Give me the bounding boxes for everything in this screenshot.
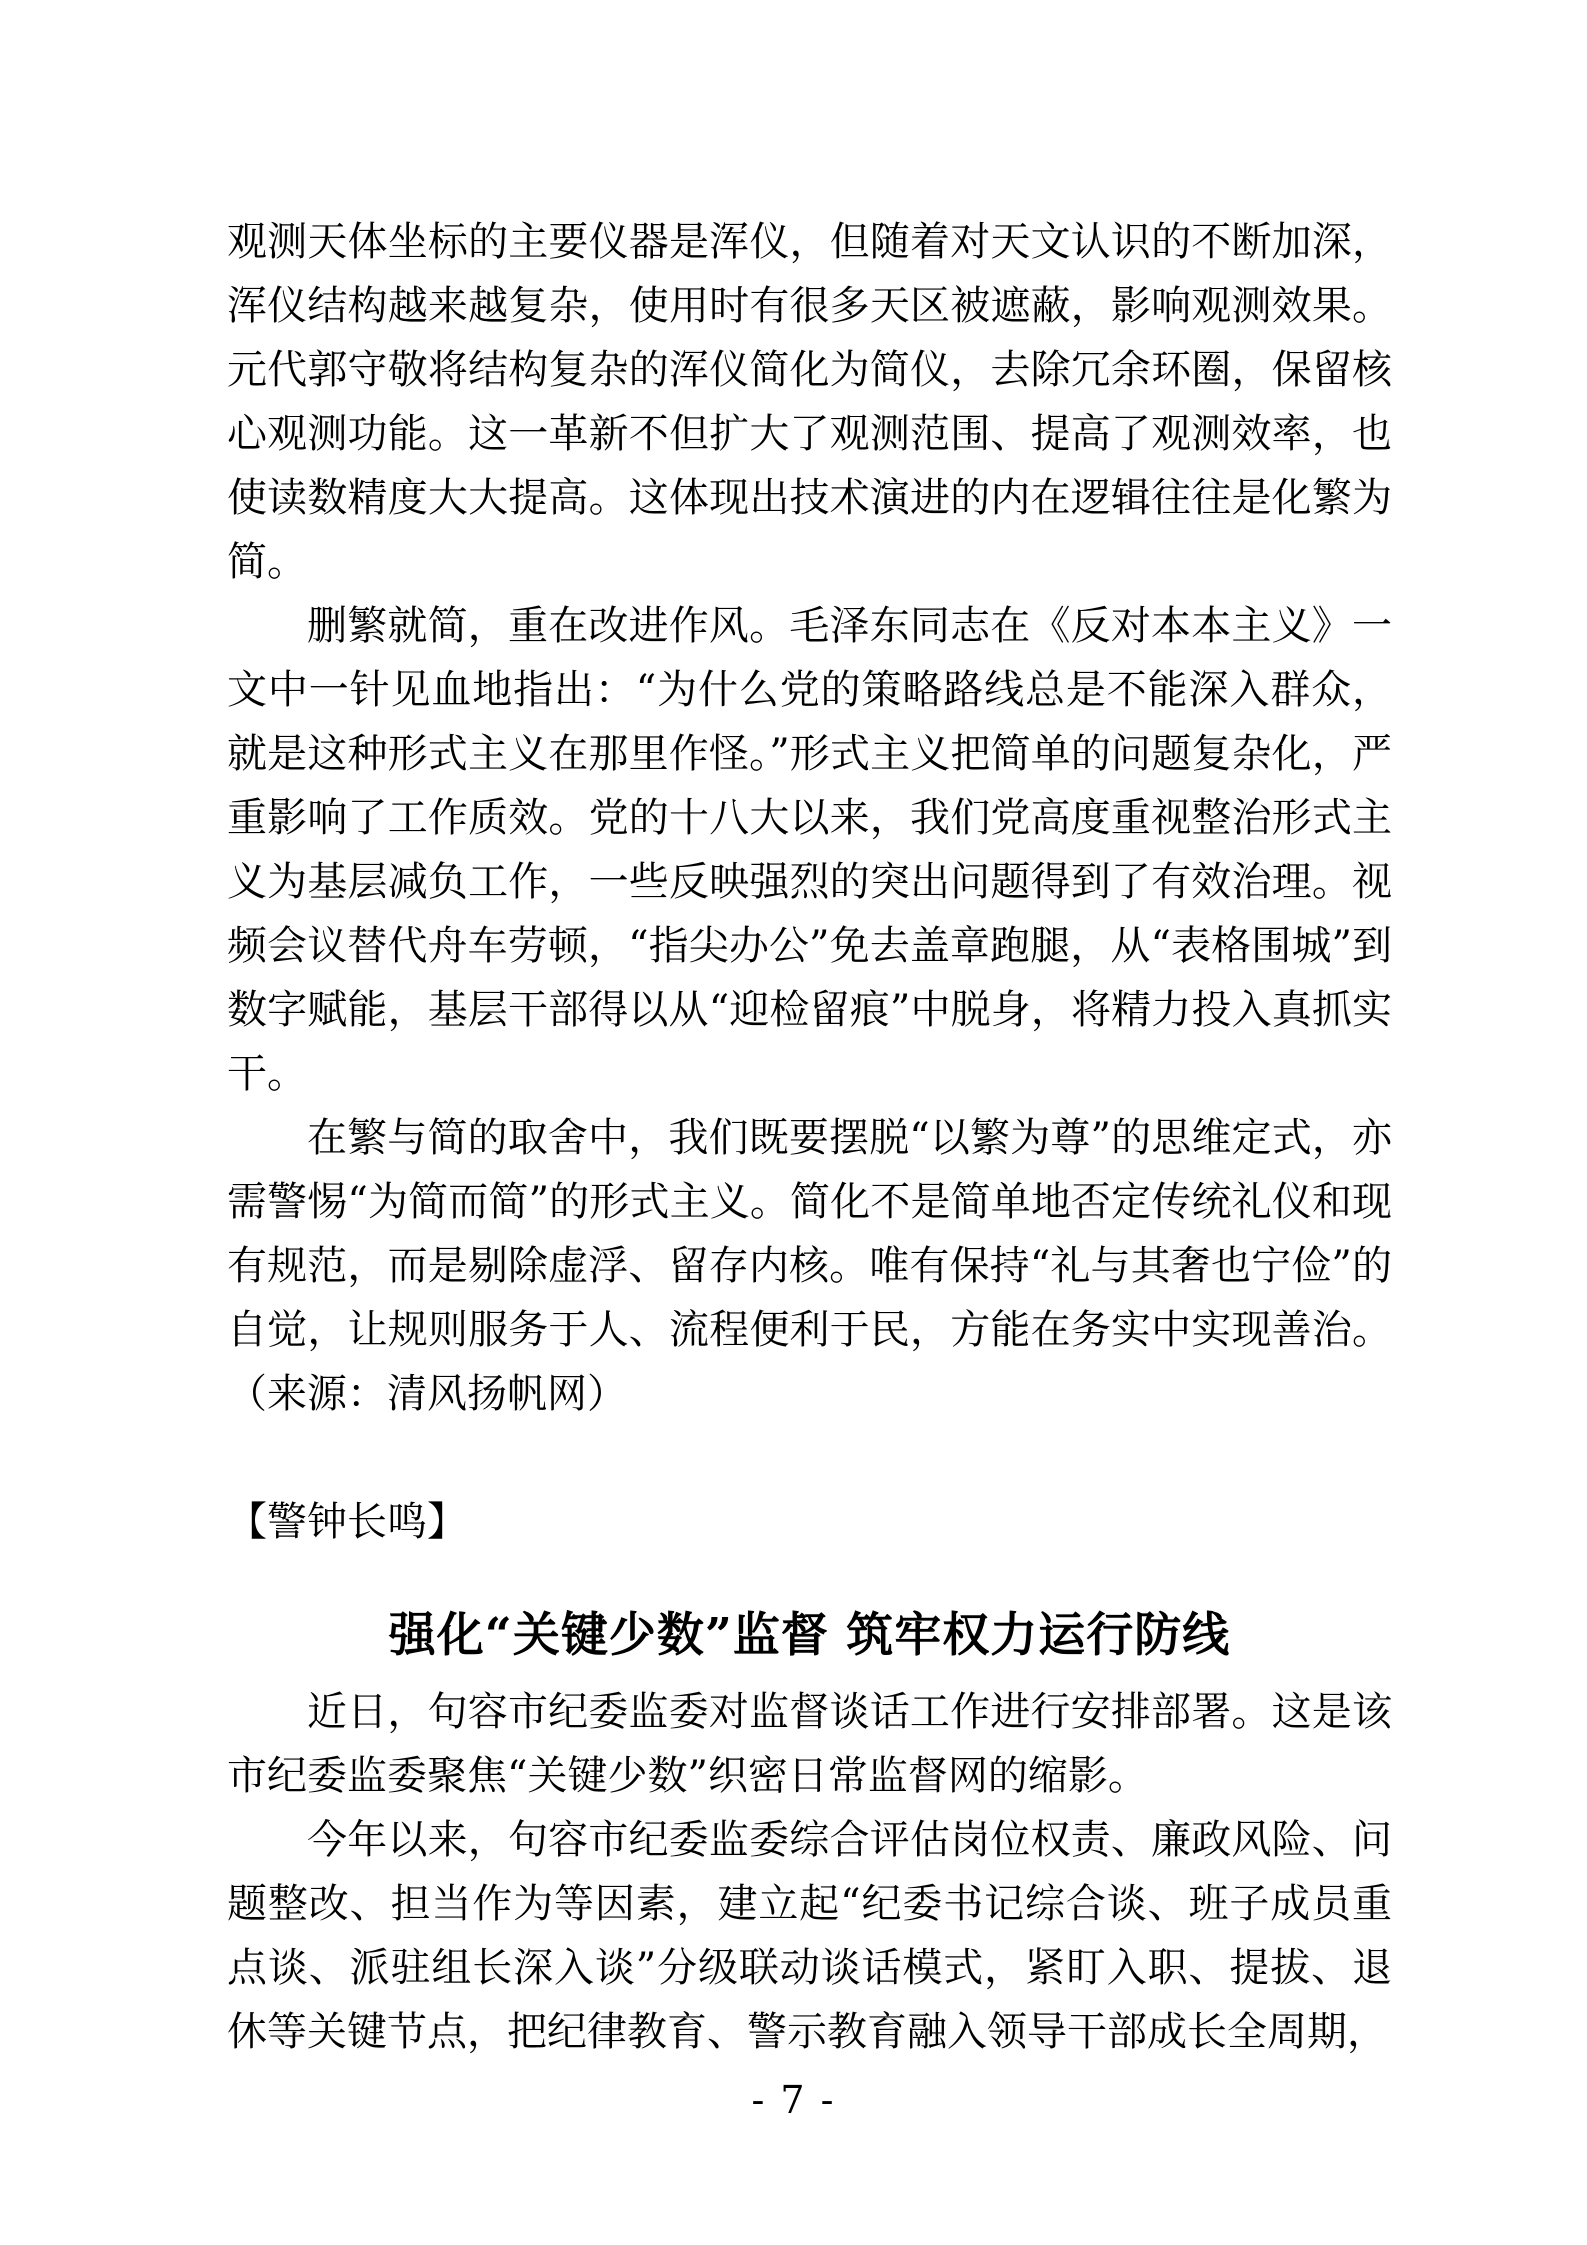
article-title: 强化“关键少数”监督 筑牢权力运行防线 <box>388 1608 1231 1663</box>
page-content <box>227 210 1392 2064</box>
page-number: - 7 - <box>751 2078 836 2122</box>
body-paragraph: 今年以来，句容市纪委监委综合评估岗位权责、廉政风险、问题整改、担当作为等因素，建立起“纪委书记综合谈、班子成员重点谈、派驻组长深入谈”分级联动谈话模式，紧盯入职、提拔、退休等关键节点，把纪律教育、警示教育融入领导干部成长全周期， <box>227 1817 1392 2055</box>
article-1-body <box>227 210 1392 1426</box>
body-paragraph: 在繁与简的取舍中，我们既要摆脱“以繁为尊”的思维定式，亦需警惕“为简而简”的形式主义。简化不是简单地否定传统礼仪和现有规范，而是剔除虚浮、留存内核。唯有保持“礼与其奢也宁俭”的自觉，让规则服务于人、流程便利于民，方能在务实中实现善治。（来源：清风扬帆网） <box>227 1115 1392 1417</box>
body-paragraph: 观测天体坐标的主要仪器是浑仪，但随着对天文认识的不断加深，浑仪结构越来越复杂，使用时有很多天区被遮蔽，影响观测效果。元代郭守敬将结构复杂的浑仪简化为简仪，去除冗余环圈，保留核心观测功能。这一革新不但扩大了观测范围、提高了观测效率，也使读数精度大大提高。这体现出技术演进的内在逻辑往往是化繁为简。 <box>227 219 1392 585</box>
section-marker: 【警钟长鸣】 <box>227 1499 467 1545</box>
body-paragraph: 近日，句容市纪委监委对监督谈话工作进行安排部署。这是该市纪委监委聚焦“关键少数”织密日常监督网的缩影。 <box>227 1689 1392 1799</box>
body-paragraph: 删繁就简，重在改进作风。毛泽东同志在《反对本本主义》一文中一针见血地指出：“为什么党的策略路线总是不能深入群众，就是这种形式主义在那里作怪。”形式主义把简单的问题复杂化，严重影响了工作质效。党的十八大以来，我们党高度重视整治形式主义为基层减负工作，一些反映强烈的突出问题得到了有效治理。视频会议替代舟车劳顿，“指尖办公”免去盖章跑腿，从“表格围城”到数字赋能，基层干部得以从“迎检留痕”中脱身，将精力投入真抓实干。 <box>227 603 1392 1097</box>
article-2-body <box>227 1680 1392 2064</box>
